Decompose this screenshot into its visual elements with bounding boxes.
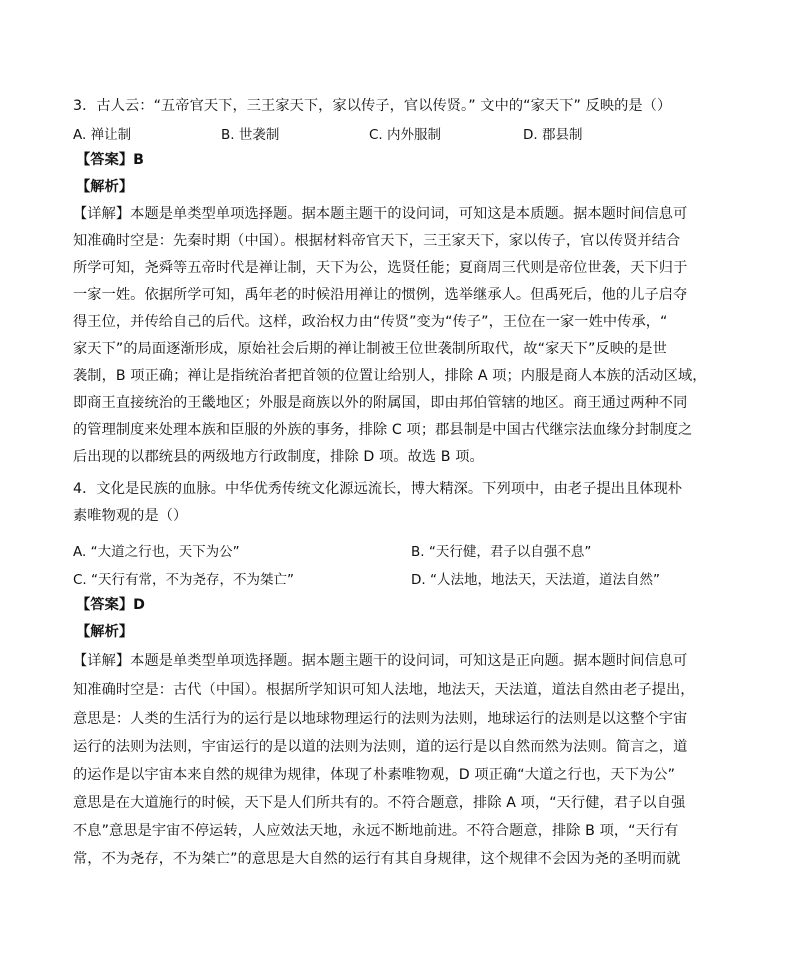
q3-options [73,123,723,143]
q4-detail-line: 运行的法则为法则，宇宙运行的是以道的法则为法则，道的运行是以自然而然为法则。简言之，道 [73,739,688,755]
q3-detail-line: 即商王直接统治的王畿地区；外服是商族以外的附属国，即由邦伯管辖的地区。商王通过两种不同 [73,395,688,411]
q3-detail-line: 【详解】本题是单类型单项选择题。据本题主题干的设问词，可知这是本质题。据本题时间信息可 [73,206,688,222]
q3-option-d: D. 郡县制 [523,127,583,143]
q3-analysis-label: 【解析】 [76,179,134,195]
q3-detail-line: 袭制，B 项正确；禅让是指统治者把首领的位置让给别人，排除 A 项；内服是商人本族的活动区域， [73,368,707,384]
q4-detail-line: 【详解】本题是单类型单项选择题。据本题主题干的设问词，可知这是正向题。据本题时间信息可 [73,653,688,669]
q4-stem-line: 素唯物观的是（） [73,508,188,524]
q3-detail-line: 知准确时空是：先秦时期（中国）。根据材料帝官天下，三王家天下，家以传子，官以传贤并结合 [73,233,681,249]
q3-option-a: A. 禅让制 [73,127,132,143]
q4-detail-line: 不息”意思是宇宙不停运转，人应效法天地，永远不断地前进。不符合题意，排除 B 项，“天行有 [73,823,679,839]
q3-detail-line: 后出现的以郡统县的两级地方行政制度，排除 D 项。故选 B 项。 [73,449,484,465]
q4-detail-line: 意思是：人类的生活行为的运行是以地球物理运行的法则为法则，地球运行的法则是以这整个宇宙 [73,711,688,727]
q4-analysis-label: 【解析】 [76,624,134,640]
q3-detail-line: 的管理制度来处理本族和臣服的外族的事务，排除 C 项；郡县制是中国古代继宗法血缘分封制度之 [73,422,693,438]
q4-detail-line: 常，不为尧存，不为桀亡”的意思是大自然的运行有其自身规律，这个规律不会因为尧的圣明而就 [73,851,681,867]
q4-option-c: C. “天行有常，不为尧存，不为桀亡” [73,572,294,588]
q3-stem: 3．古人云：“五帝官天下，三王家天下，家以传子，官以传贤。” 文中的“家天下” 反映的是（） [73,98,672,114]
q3-detail-line: 家天下”的局面逐渐形成，原始社会后期的禅让制被王位世袭制所取代，故“家天下”反映的是世 [73,341,667,357]
q4-option-b: B. “天行健，君子以自强不息” [411,544,592,560]
q3-option-b: B. 世袭制 [221,127,280,143]
q3-detail-line: 一家一姓。依据所学可知，禹年老的时候沿用禅让的惯例，选举继承人。但禹死后，他的儿子启夺 [73,287,688,303]
q4-answer: 【答案】D [76,597,146,613]
q4-detail-line: 意思是在大道施行的时候，天下是人们所共有的。不符合题意，排除 A 项，“天行健，君子以自强 [73,795,686,811]
q3-detail-line: 所学可知，尧舜等五帝时代是禅让制，天下为公，选贤任能；夏商周三代则是帝位世袭，天下归于 [73,260,688,276]
q4-option-a: A. “大道之行也，天下为公” [73,544,240,560]
q3-detail-line: 得王位，并传给自己的后代。这样，政治权力由“传贤”变为“传子”，王位在一家一姓中传承，“ [73,314,668,330]
q4-stem-line: 4．文化是民族的血脉。中华优秀传统文化源远流长，博大精深。下列项中，由老子提出且体现朴 [73,481,683,497]
q4-detail-line: 的运作是以宇宙本来自然的规律为规律，体现了朴素唯物观，D 项正确“大道之行也，天下为公” [73,767,676,783]
q4-option-d: D. “人法地，地法天，天法道，道法自然” [411,572,660,588]
q3-answer: 【答案】B [76,152,145,168]
q4-detail-line: 知准确时空是：古代（中国）。根据所学知识可知人法地，地法天，天法道，道法自然由老子提出， [73,682,695,698]
q3-option-c: C. 内外服制 [369,127,442,143]
